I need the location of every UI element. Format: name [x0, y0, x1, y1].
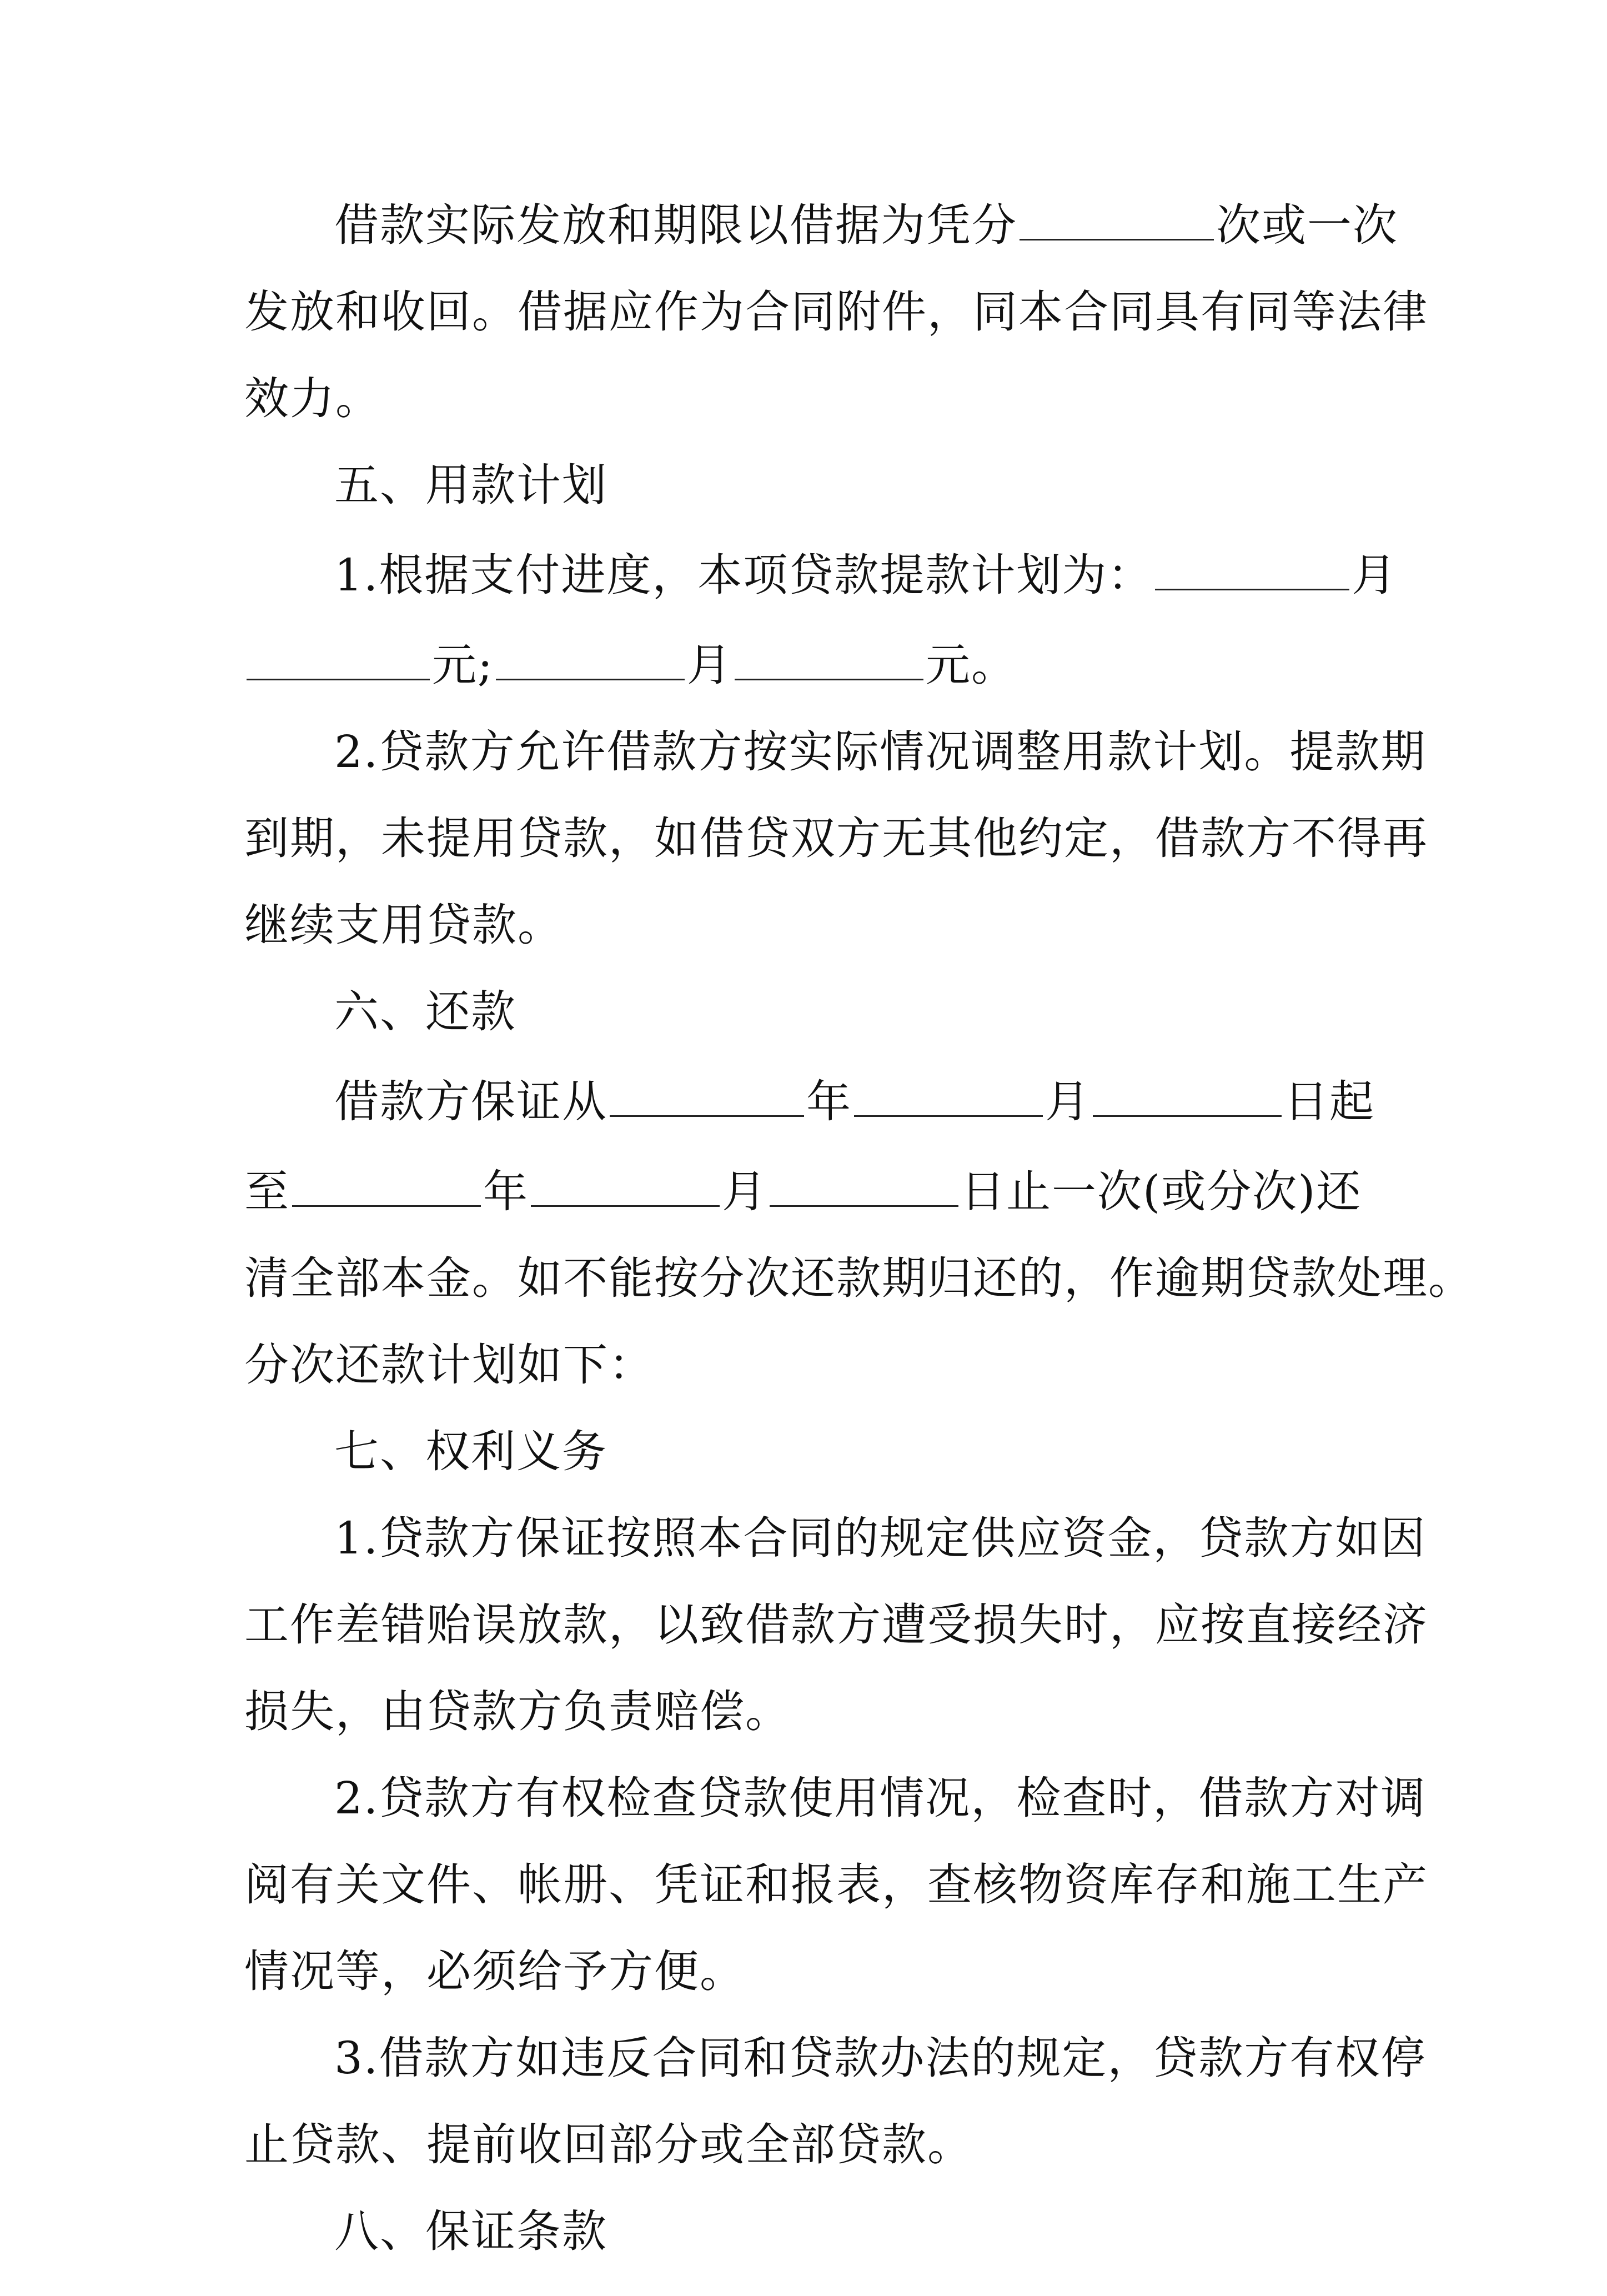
paragraph-line: 到期，未提用贷款，如借贷双方无其他约定，借款方不得再 — [244, 813, 1428, 864]
paragraph-line — [244, 1166, 1366, 1217]
paragraph-line: 工作差错贻误放款，以致借款方遭受损失时，应按直接经济 — [244, 1599, 1428, 1651]
paragraph-line: 效力。 — [244, 373, 381, 424]
paragraph-line — [244, 199, 1398, 251]
blank-field — [854, 1076, 1043, 1117]
blank-field — [292, 1166, 481, 1207]
text: 元; — [432, 639, 494, 691]
text: 日止一次(或分次)还 — [961, 1166, 1362, 1217]
text: 至 — [244, 1166, 290, 1217]
paragraph-line: 发放和收回。借据应作为合同附件，同本合同具有同等法律 — [244, 286, 1428, 338]
blank-field — [735, 640, 923, 680]
section-heading-6: 六、还款 — [334, 986, 516, 1037]
text: 借款方保证从 — [334, 1076, 607, 1127]
text: 年 — [806, 1076, 852, 1127]
text: 日起 — [1284, 1076, 1375, 1127]
paragraph-line: 2.贷款方允许借款方按实际情况调整用款计划。提款期 — [334, 726, 1427, 778]
paragraph-line: 1.贷款方保证按照本合同的规定供应资金，贷款方如因 — [334, 1512, 1427, 1564]
blank-field — [610, 1076, 804, 1117]
blank-field — [1093, 1076, 1282, 1117]
paragraph-line: 止贷款、提前收回部分或全部贷款。 — [244, 2119, 973, 2170]
text: 年 — [483, 1166, 529, 1217]
paragraph-line — [244, 1076, 1375, 1127]
blank-field — [247, 640, 430, 680]
paragraph-line: 继续支用贷款。 — [244, 899, 563, 951]
paragraph-line: 3.借款方如违反合同和贷款办法的规定，贷款方有权停 — [334, 2032, 1427, 2084]
blank-field — [531, 1166, 720, 1207]
paragraph-line: 损失，由贷款方负责赔偿。 — [244, 1686, 791, 1737]
text: 月 — [686, 639, 732, 691]
text: 月 — [722, 1166, 767, 1217]
paragraph-line: 阅有关文件、帐册、凭证和报表，查核物资库存和施工生产 — [244, 1859, 1428, 1911]
blank-field — [496, 640, 685, 680]
text: 月 — [1045, 1076, 1091, 1127]
text: 1.根据支付进度，本项贷款提款计划为： — [334, 549, 1153, 601]
text: 月 — [1352, 549, 1398, 601]
text: 元。 — [925, 639, 1017, 691]
blank-field — [1155, 550, 1349, 590]
text: 次或一次 — [1216, 199, 1398, 251]
paragraph-line: 2.贷款方有权检查贷款使用情况，检查时，借款方对调 — [334, 1772, 1427, 1824]
paragraph-line: 分次还款计划如下： — [244, 1339, 654, 1391]
blank-field — [770, 1166, 958, 1207]
section-heading-8: 八、保证条款 — [334, 2205, 607, 2257]
text: 借款实际发放和期限以借据为凭分 — [334, 199, 1017, 251]
paragraph-line: 清全部本金。如不能按分次还款期归还的，作逾期贷款处理。 — [244, 1252, 1474, 1304]
paragraph-line: 情况等，必须给予方便。 — [244, 1946, 745, 1997]
paragraph-line — [244, 639, 1366, 691]
document-page — [244, 199, 1474, 2296]
paragraph-line — [244, 549, 1398, 601]
section-heading-7: 七、权利义务 — [334, 1426, 607, 1477]
section-heading-5: 五、用款计划 — [334, 459, 607, 511]
blank-field — [1020, 200, 1214, 240]
